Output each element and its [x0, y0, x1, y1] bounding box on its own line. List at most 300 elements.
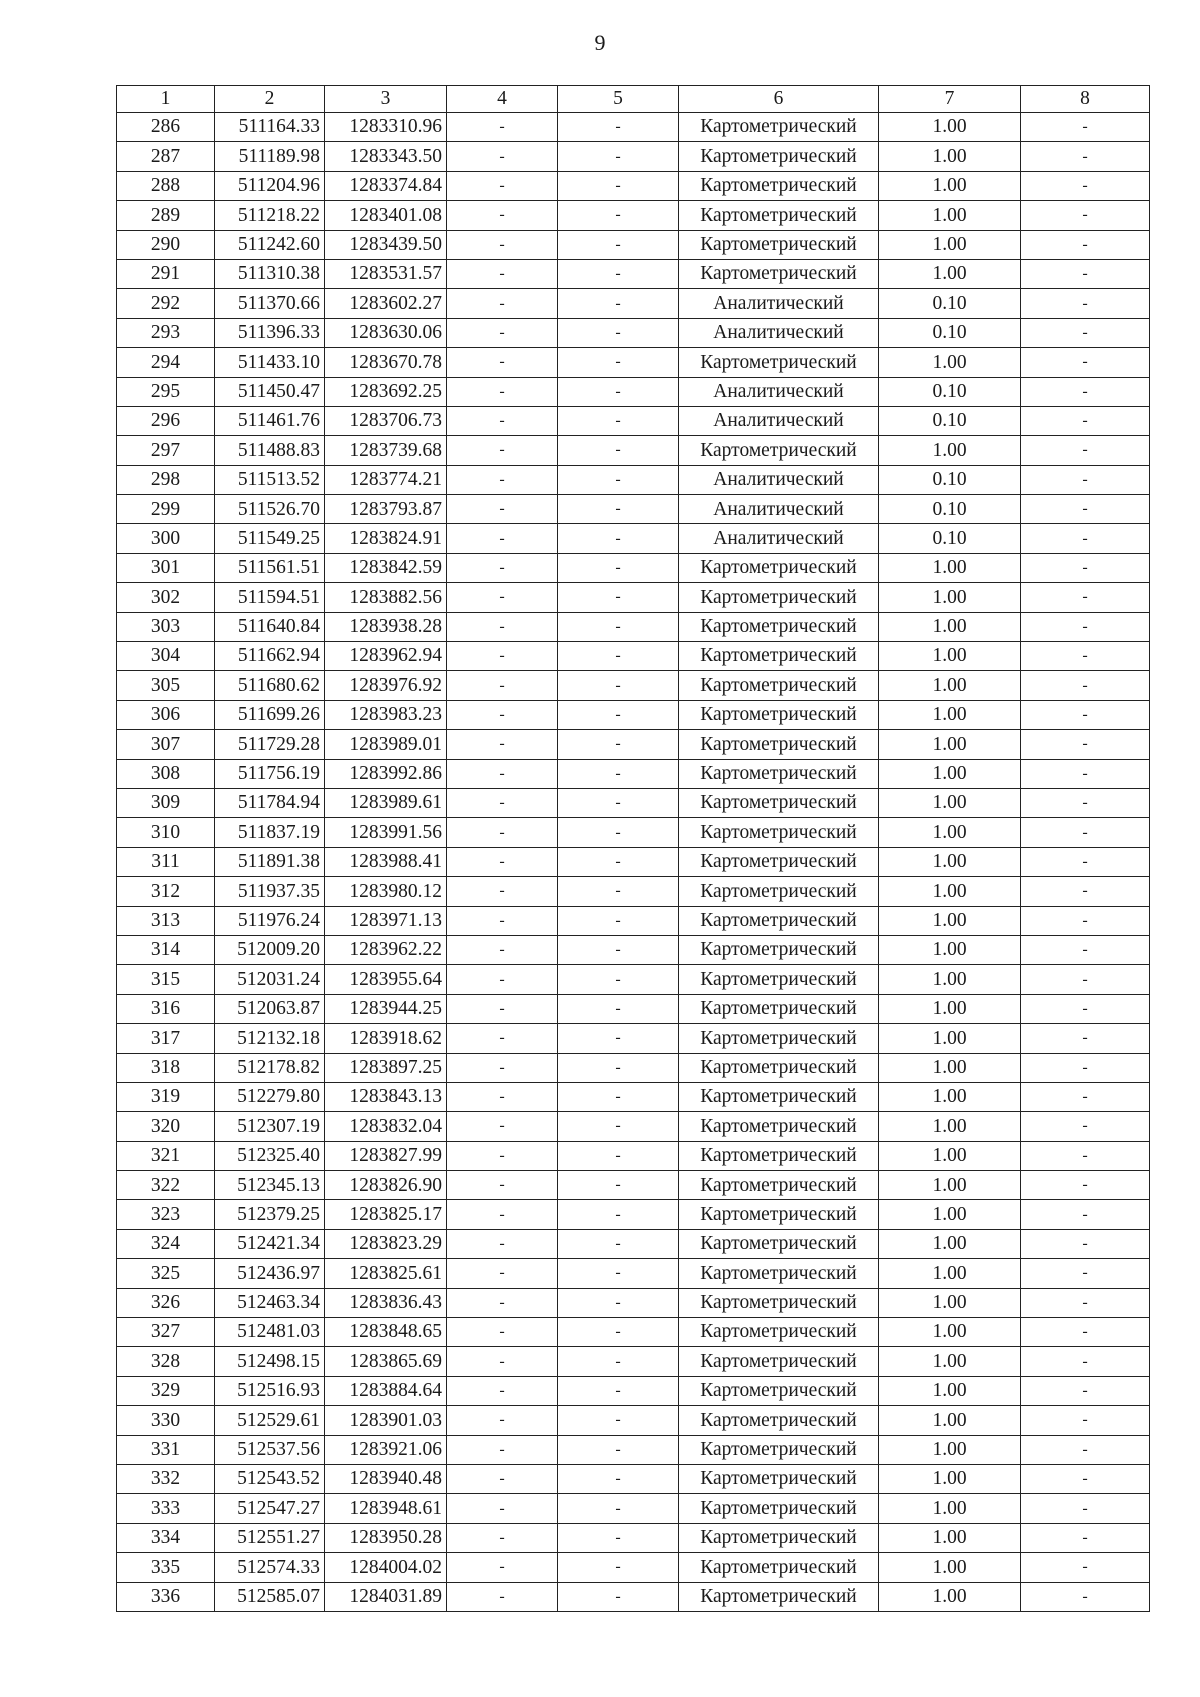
table-row — [117, 289, 1150, 318]
point-number-cell: 312 — [117, 877, 215, 906]
accuracy-cell: 1.00 — [879, 1376, 1021, 1405]
point-number-cell: 303 — [117, 612, 215, 641]
col5-cell: - — [558, 583, 679, 612]
y-coordinate-cell: 1283989.61 — [325, 788, 447, 817]
method-cell: Картометрический — [679, 1523, 879, 1552]
col5-cell: - — [558, 406, 679, 435]
col8-cell: - — [1021, 436, 1150, 465]
x-coordinate-cell: 512345.13 — [215, 1171, 325, 1200]
table-row — [117, 700, 1150, 729]
y-coordinate-cell: 1283739.68 — [325, 436, 447, 465]
y-coordinate-cell: 1283310.96 — [325, 113, 447, 142]
point-number-cell: 329 — [117, 1376, 215, 1405]
y-coordinate-cell: 1283971.13 — [325, 906, 447, 935]
col8-cell: - — [1021, 1347, 1150, 1376]
accuracy-cell: 1.00 — [879, 1523, 1021, 1552]
point-number-cell: 330 — [117, 1406, 215, 1435]
method-cell: Картометрический — [679, 1053, 879, 1082]
x-coordinate-cell: 511549.25 — [215, 524, 325, 553]
col4-cell: - — [447, 1171, 558, 1200]
col8-cell: - — [1021, 1582, 1150, 1611]
accuracy-cell: 1.00 — [879, 847, 1021, 876]
method-cell: Картометрический — [679, 847, 879, 876]
coordinates-table — [116, 85, 1150, 1612]
table-row — [117, 1523, 1150, 1552]
method-cell: Картометрический — [679, 230, 879, 259]
y-coordinate-cell: 1283955.64 — [325, 965, 447, 994]
point-number-cell: 294 — [117, 348, 215, 377]
accuracy-cell: 1.00 — [879, 348, 1021, 377]
y-coordinate-cell: 1283832.04 — [325, 1112, 447, 1141]
col4-cell: - — [447, 1200, 558, 1229]
col5-cell: - — [558, 289, 679, 318]
col8-cell: - — [1021, 818, 1150, 847]
table-header-row — [117, 86, 1150, 113]
y-coordinate-cell: 1283944.25 — [325, 994, 447, 1023]
y-coordinate-cell: 1283343.50 — [325, 142, 447, 171]
y-coordinate-cell: 1283824.91 — [325, 524, 447, 553]
column-header: 7 — [879, 86, 1021, 113]
y-coordinate-cell: 1283962.22 — [325, 935, 447, 964]
method-cell: Картометрический — [679, 965, 879, 994]
method-cell: Аналитический — [679, 289, 879, 318]
col8-cell: - — [1021, 847, 1150, 876]
accuracy-cell: 1.00 — [879, 877, 1021, 906]
col5-cell: - — [558, 671, 679, 700]
method-cell: Картометрический — [679, 906, 879, 935]
y-coordinate-cell: 1283897.25 — [325, 1053, 447, 1082]
method-cell: Картометрический — [679, 877, 879, 906]
col8-cell: - — [1021, 730, 1150, 759]
x-coordinate-cell: 512537.56 — [215, 1435, 325, 1464]
method-cell: Картометрический — [679, 1376, 879, 1405]
accuracy-cell: 1.00 — [879, 935, 1021, 964]
col8-cell: - — [1021, 1553, 1150, 1582]
accuracy-cell: 1.00 — [879, 759, 1021, 788]
y-coordinate-cell: 1283826.90 — [325, 1171, 447, 1200]
y-coordinate-cell: 1283692.25 — [325, 377, 447, 406]
y-coordinate-cell: 1283827.99 — [325, 1141, 447, 1170]
col4-cell: - — [447, 348, 558, 377]
method-cell: Картометрический — [679, 935, 879, 964]
method-cell: Картометрический — [679, 759, 879, 788]
y-coordinate-cell: 1283989.01 — [325, 730, 447, 759]
method-cell: Картометрический — [679, 259, 879, 288]
col8-cell: - — [1021, 406, 1150, 435]
col4-cell: - — [447, 935, 558, 964]
col5-cell: - — [558, 436, 679, 465]
table-row — [117, 965, 1150, 994]
col8-cell: - — [1021, 788, 1150, 817]
col4-cell: - — [447, 877, 558, 906]
col5-cell: - — [558, 730, 679, 759]
point-number-cell: 320 — [117, 1112, 215, 1141]
column-header: 5 — [558, 86, 679, 113]
col5-cell: - — [558, 1582, 679, 1611]
col4-cell: - — [447, 583, 558, 612]
y-coordinate-cell: 1283630.06 — [325, 318, 447, 347]
col5-cell: - — [558, 1259, 679, 1288]
table-row — [117, 612, 1150, 641]
method-cell: Аналитический — [679, 495, 879, 524]
col8-cell: - — [1021, 1464, 1150, 1493]
method-cell: Картометрический — [679, 1259, 879, 1288]
table-row — [117, 142, 1150, 171]
col4-cell: - — [447, 1053, 558, 1082]
col5-cell: - — [558, 1024, 679, 1053]
col5-cell: - — [558, 612, 679, 641]
accuracy-cell: 1.00 — [879, 553, 1021, 582]
point-number-cell: 292 — [117, 289, 215, 318]
point-number-cell: 336 — [117, 1582, 215, 1611]
col4-cell: - — [447, 113, 558, 142]
col5-cell: - — [558, 1082, 679, 1111]
y-coordinate-cell: 1283602.27 — [325, 289, 447, 318]
col8-cell: - — [1021, 289, 1150, 318]
col5-cell: - — [558, 348, 679, 377]
col4-cell: - — [447, 1464, 558, 1493]
col8-cell: - — [1021, 994, 1150, 1023]
point-number-cell: 319 — [117, 1082, 215, 1111]
y-coordinate-cell: 1283836.43 — [325, 1288, 447, 1317]
y-coordinate-cell: 1283706.73 — [325, 406, 447, 435]
table-body — [117, 113, 1150, 1612]
y-coordinate-cell: 1283401.08 — [325, 201, 447, 230]
point-number-cell: 310 — [117, 818, 215, 847]
point-number-cell: 327 — [117, 1318, 215, 1347]
y-coordinate-cell: 1283962.94 — [325, 642, 447, 671]
method-cell: Картометрический — [679, 1171, 879, 1200]
col4-cell: - — [447, 1376, 558, 1405]
table-row — [117, 788, 1150, 817]
x-coordinate-cell: 512009.20 — [215, 935, 325, 964]
x-coordinate-cell: 511976.24 — [215, 906, 325, 935]
col4-cell: - — [447, 1553, 558, 1582]
y-coordinate-cell: 1283988.41 — [325, 847, 447, 876]
col5-cell: - — [558, 1171, 679, 1200]
method-cell: Картометрический — [679, 583, 879, 612]
method-cell: Аналитический — [679, 377, 879, 406]
col8-cell: - — [1021, 700, 1150, 729]
method-cell: Картометрический — [679, 553, 879, 582]
table-row — [117, 318, 1150, 347]
accuracy-cell: 1.00 — [879, 1494, 1021, 1523]
x-coordinate-cell: 511729.28 — [215, 730, 325, 759]
method-cell: Аналитический — [679, 465, 879, 494]
table-row — [117, 1229, 1150, 1258]
accuracy-cell: 1.00 — [879, 201, 1021, 230]
col8-cell: - — [1021, 1229, 1150, 1258]
accuracy-cell: 1.00 — [879, 818, 1021, 847]
accuracy-cell: 0.10 — [879, 495, 1021, 524]
col8-cell: - — [1021, 1318, 1150, 1347]
col8-cell: - — [1021, 465, 1150, 494]
col8-cell: - — [1021, 583, 1150, 612]
point-number-cell: 289 — [117, 201, 215, 230]
x-coordinate-cell: 512498.15 — [215, 1347, 325, 1376]
col5-cell: - — [558, 1464, 679, 1493]
point-number-cell: 335 — [117, 1553, 215, 1582]
x-coordinate-cell: 512436.97 — [215, 1259, 325, 1288]
accuracy-cell: 1.00 — [879, 1582, 1021, 1611]
table-row — [117, 259, 1150, 288]
table-row — [117, 1112, 1150, 1141]
col5-cell: - — [558, 788, 679, 817]
x-coordinate-cell: 511837.19 — [215, 818, 325, 847]
method-cell: Картометрический — [679, 1318, 879, 1347]
col5-cell: - — [558, 935, 679, 964]
y-coordinate-cell: 1283793.87 — [325, 495, 447, 524]
col4-cell: - — [447, 642, 558, 671]
col5-cell: - — [558, 642, 679, 671]
col4-cell: - — [447, 700, 558, 729]
point-number-cell: 331 — [117, 1435, 215, 1464]
table-row — [117, 1376, 1150, 1405]
y-coordinate-cell: 1283439.50 — [325, 230, 447, 259]
col4-cell: - — [447, 406, 558, 435]
method-cell: Картометрический — [679, 1347, 879, 1376]
col5-cell: - — [558, 1112, 679, 1141]
method-cell: Картометрический — [679, 1141, 879, 1170]
col8-cell: - — [1021, 1141, 1150, 1170]
method-cell: Картометрический — [679, 201, 879, 230]
table-row — [117, 1435, 1150, 1464]
col5-cell: - — [558, 1141, 679, 1170]
table-row — [117, 642, 1150, 671]
accuracy-cell: 0.10 — [879, 406, 1021, 435]
y-coordinate-cell: 1284031.89 — [325, 1582, 447, 1611]
method-cell: Картометрический — [679, 1024, 879, 1053]
col4-cell: - — [447, 759, 558, 788]
col4-cell: - — [447, 1229, 558, 1258]
x-coordinate-cell: 511370.66 — [215, 289, 325, 318]
method-cell: Картометрический — [679, 1229, 879, 1258]
point-number-cell: 293 — [117, 318, 215, 347]
method-cell: Картометрический — [679, 1200, 879, 1229]
table-row — [117, 730, 1150, 759]
col4-cell: - — [447, 1259, 558, 1288]
point-number-cell: 307 — [117, 730, 215, 759]
col5-cell: - — [558, 1229, 679, 1258]
col5-cell: - — [558, 1053, 679, 1082]
col5-cell: - — [558, 759, 679, 788]
point-number-cell: 305 — [117, 671, 215, 700]
point-number-cell: 296 — [117, 406, 215, 435]
y-coordinate-cell: 1283950.28 — [325, 1523, 447, 1552]
point-number-cell: 300 — [117, 524, 215, 553]
col5-cell: - — [558, 495, 679, 524]
y-coordinate-cell: 1283842.59 — [325, 553, 447, 582]
point-number-cell: 291 — [117, 259, 215, 288]
point-number-cell: 318 — [117, 1053, 215, 1082]
x-coordinate-cell: 511204.96 — [215, 171, 325, 200]
y-coordinate-cell: 1283938.28 — [325, 612, 447, 641]
method-cell: Картометрический — [679, 788, 879, 817]
table-row — [117, 906, 1150, 935]
x-coordinate-cell: 511526.70 — [215, 495, 325, 524]
y-coordinate-cell: 1283983.23 — [325, 700, 447, 729]
x-coordinate-cell: 512307.19 — [215, 1112, 325, 1141]
method-cell: Картометрический — [679, 142, 879, 171]
method-cell: Картометрический — [679, 671, 879, 700]
accuracy-cell: 1.00 — [879, 1464, 1021, 1493]
col5-cell: - — [558, 965, 679, 994]
method-cell: Картометрический — [679, 1082, 879, 1111]
col5-cell: - — [558, 1435, 679, 1464]
x-coordinate-cell: 511756.19 — [215, 759, 325, 788]
table-row — [117, 994, 1150, 1023]
col4-cell: - — [447, 377, 558, 406]
point-number-cell: 317 — [117, 1024, 215, 1053]
table-row — [117, 1141, 1150, 1170]
table-row — [117, 524, 1150, 553]
accuracy-cell: 0.10 — [879, 318, 1021, 347]
y-coordinate-cell: 1284004.02 — [325, 1553, 447, 1582]
point-number-cell: 321 — [117, 1141, 215, 1170]
col4-cell: - — [447, 553, 558, 582]
x-coordinate-cell: 512063.87 — [215, 994, 325, 1023]
x-coordinate-cell: 511310.38 — [215, 259, 325, 288]
column-header: 1 — [117, 86, 215, 113]
col4-cell: - — [447, 171, 558, 200]
x-coordinate-cell: 512325.40 — [215, 1141, 325, 1170]
col8-cell: - — [1021, 553, 1150, 582]
accuracy-cell: 1.00 — [879, 1318, 1021, 1347]
col8-cell: - — [1021, 142, 1150, 171]
method-cell: Аналитический — [679, 318, 879, 347]
col8-cell: - — [1021, 377, 1150, 406]
point-number-cell: 304 — [117, 642, 215, 671]
y-coordinate-cell: 1283865.69 — [325, 1347, 447, 1376]
col4-cell: - — [447, 1288, 558, 1317]
x-coordinate-cell: 511189.98 — [215, 142, 325, 171]
point-number-cell: 325 — [117, 1259, 215, 1288]
col4-cell: - — [447, 788, 558, 817]
point-number-cell: 334 — [117, 1523, 215, 1552]
col8-cell: - — [1021, 1171, 1150, 1200]
col4-cell: - — [447, 818, 558, 847]
y-coordinate-cell: 1283882.56 — [325, 583, 447, 612]
x-coordinate-cell: 512547.27 — [215, 1494, 325, 1523]
x-coordinate-cell: 512543.52 — [215, 1464, 325, 1493]
method-cell: Картометрический — [679, 1553, 879, 1582]
y-coordinate-cell: 1283918.62 — [325, 1024, 447, 1053]
accuracy-cell: 1.00 — [879, 1200, 1021, 1229]
method-cell: Картометрический — [679, 1406, 879, 1435]
accuracy-cell: 1.00 — [879, 1347, 1021, 1376]
col5-cell: - — [558, 1288, 679, 1317]
method-cell: Картометрический — [679, 1582, 879, 1611]
x-coordinate-cell: 512379.25 — [215, 1200, 325, 1229]
col8-cell: - — [1021, 1024, 1150, 1053]
col8-cell: - — [1021, 612, 1150, 641]
col4-cell: - — [447, 524, 558, 553]
col8-cell: - — [1021, 1259, 1150, 1288]
accuracy-cell: 1.00 — [879, 906, 1021, 935]
col8-cell: - — [1021, 495, 1150, 524]
point-number-cell: 306 — [117, 700, 215, 729]
col5-cell: - — [558, 1347, 679, 1376]
table-row — [117, 583, 1150, 612]
table-row — [117, 759, 1150, 788]
col4-cell: - — [447, 994, 558, 1023]
col4-cell: - — [447, 1347, 558, 1376]
accuracy-cell: 1.00 — [879, 583, 1021, 612]
col4-cell: - — [447, 965, 558, 994]
point-number-cell: 324 — [117, 1229, 215, 1258]
accuracy-cell: 1.00 — [879, 612, 1021, 641]
y-coordinate-cell: 1283948.61 — [325, 1494, 447, 1523]
x-coordinate-cell: 512529.61 — [215, 1406, 325, 1435]
x-coordinate-cell: 512421.34 — [215, 1229, 325, 1258]
col5-cell: - — [558, 259, 679, 288]
col4-cell: - — [447, 1318, 558, 1347]
point-number-cell: 308 — [117, 759, 215, 788]
accuracy-cell: 1.00 — [879, 259, 1021, 288]
accuracy-cell: 1.00 — [879, 1553, 1021, 1582]
x-coordinate-cell: 511891.38 — [215, 847, 325, 876]
table-row — [117, 465, 1150, 494]
table-row — [117, 171, 1150, 200]
col8-cell: - — [1021, 171, 1150, 200]
accuracy-cell: 1.00 — [879, 994, 1021, 1023]
y-coordinate-cell: 1283843.13 — [325, 1082, 447, 1111]
x-coordinate-cell: 511561.51 — [215, 553, 325, 582]
table-row — [117, 377, 1150, 406]
table-row — [117, 1024, 1150, 1053]
column-header: 8 — [1021, 86, 1150, 113]
col4-cell: - — [447, 1024, 558, 1053]
table-row — [117, 1494, 1150, 1523]
y-coordinate-cell: 1283901.03 — [325, 1406, 447, 1435]
col8-cell: - — [1021, 642, 1150, 671]
point-number-cell: 315 — [117, 965, 215, 994]
accuracy-cell: 1.00 — [879, 1024, 1021, 1053]
x-coordinate-cell: 511461.76 — [215, 406, 325, 435]
x-coordinate-cell: 511640.84 — [215, 612, 325, 641]
col8-cell: - — [1021, 348, 1150, 377]
col4-cell: - — [447, 847, 558, 876]
table-row — [117, 201, 1150, 230]
table-row — [117, 230, 1150, 259]
col4-cell: - — [447, 1406, 558, 1435]
accuracy-cell: 1.00 — [879, 788, 1021, 817]
point-number-cell: 311 — [117, 847, 215, 876]
table-row — [117, 436, 1150, 465]
x-coordinate-cell: 512132.18 — [215, 1024, 325, 1053]
x-coordinate-cell: 511433.10 — [215, 348, 325, 377]
col4-cell: - — [447, 436, 558, 465]
col4-cell: - — [447, 1582, 558, 1611]
col4-cell: - — [447, 612, 558, 641]
x-coordinate-cell: 512463.34 — [215, 1288, 325, 1317]
y-coordinate-cell: 1283992.86 — [325, 759, 447, 788]
col5-cell: - — [558, 377, 679, 406]
method-cell: Аналитический — [679, 524, 879, 553]
table-row — [117, 348, 1150, 377]
col5-cell: - — [558, 994, 679, 1023]
col8-cell: - — [1021, 1288, 1150, 1317]
col4-cell: - — [447, 1112, 558, 1141]
col5-cell: - — [558, 465, 679, 494]
y-coordinate-cell: 1283774.21 — [325, 465, 447, 494]
x-coordinate-cell: 512585.07 — [215, 1582, 325, 1611]
method-cell: Картометрический — [679, 1112, 879, 1141]
col4-cell: - — [447, 1435, 558, 1464]
point-number-cell: 316 — [117, 994, 215, 1023]
method-cell: Картометрический — [679, 1494, 879, 1523]
y-coordinate-cell: 1283884.64 — [325, 1376, 447, 1405]
